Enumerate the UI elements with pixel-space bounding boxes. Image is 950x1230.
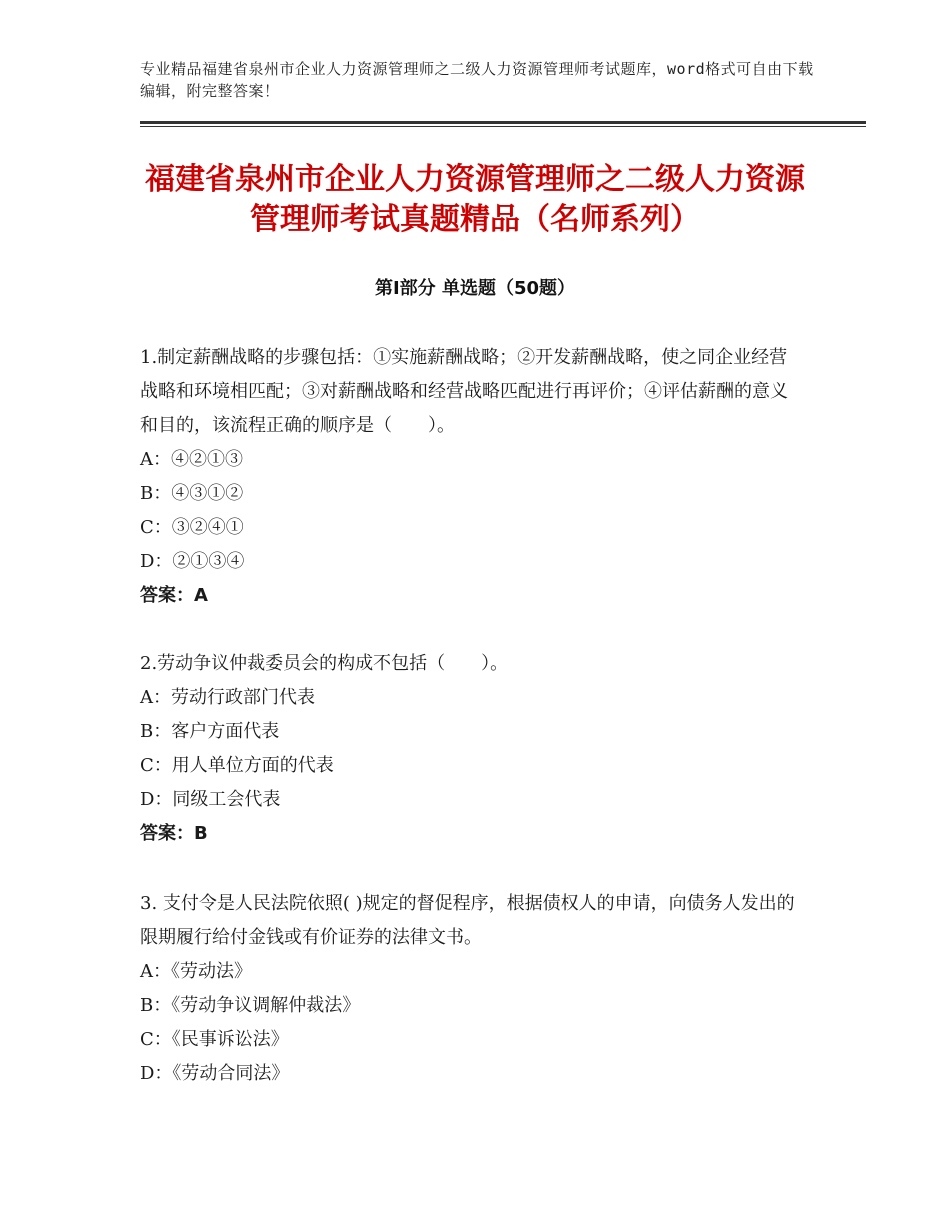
header-note: 专业精品福建省泉州市企业人力资源管理师之二级人力资源管理师考试题库，word格式可自由下载编辑，附完整答案！ [140, 60, 814, 100]
question-stem: 2.劳动争议仲裁委员会的构成不包括（ ）。 [140, 653, 509, 674]
option-b: B：④③①② [140, 483, 244, 504]
option-d: D：②①③④ [140, 551, 245, 572]
option-a: A：④②①③ [140, 449, 243, 470]
question-stem: 1.制定薪酬战略的步骤包括：①实施薪酬战略；②开发薪酬战略，使之同企业经营战略和环境相匹配；③对薪酬战略和经营战略匹配进行再评价；④评估薪酬的意义和目的，该流程正确的顺序是（ ）。 [140, 347, 788, 436]
document-title: 福建省泉州市企业人力资源管理师之二级人力资源管理师考试真题精品（名师系列） [145, 162, 805, 237]
option-d: D：同级工会代表 [140, 789, 281, 810]
question-2 [140, 647, 800, 851]
answer: 答案：A [140, 585, 208, 606]
option-a: A：劳动行政部门代表 [140, 687, 315, 708]
option-c: C：用人单位方面的代表 [140, 755, 334, 776]
question-stem: 3. 支付令是人民法院依照( )规定的督促程序，根据债权人的申请，向债务人发出的限期履行给付金钱或有价证券的法律文书。 [140, 893, 795, 948]
option-d: D：《劳动合同法》 [140, 1063, 290, 1084]
header-rule-thin [140, 126, 866, 127]
option-b: B：《劳动争议调解仲裁法》 [140, 995, 361, 1016]
header-rule-thick [140, 121, 866, 124]
question-1 [140, 341, 800, 613]
option-b: B：客户方面代表 [140, 721, 280, 742]
answer: 答案：B [140, 823, 208, 844]
option-c: C：《民事诉讼法》 [140, 1029, 289, 1050]
section-title: 第Ⅰ部分 单选题（50题） [374, 278, 575, 299]
question-3 [140, 887, 800, 1091]
option-a: A：《劳动法》 [140, 961, 252, 982]
option-c: C：③②④① [140, 517, 244, 538]
